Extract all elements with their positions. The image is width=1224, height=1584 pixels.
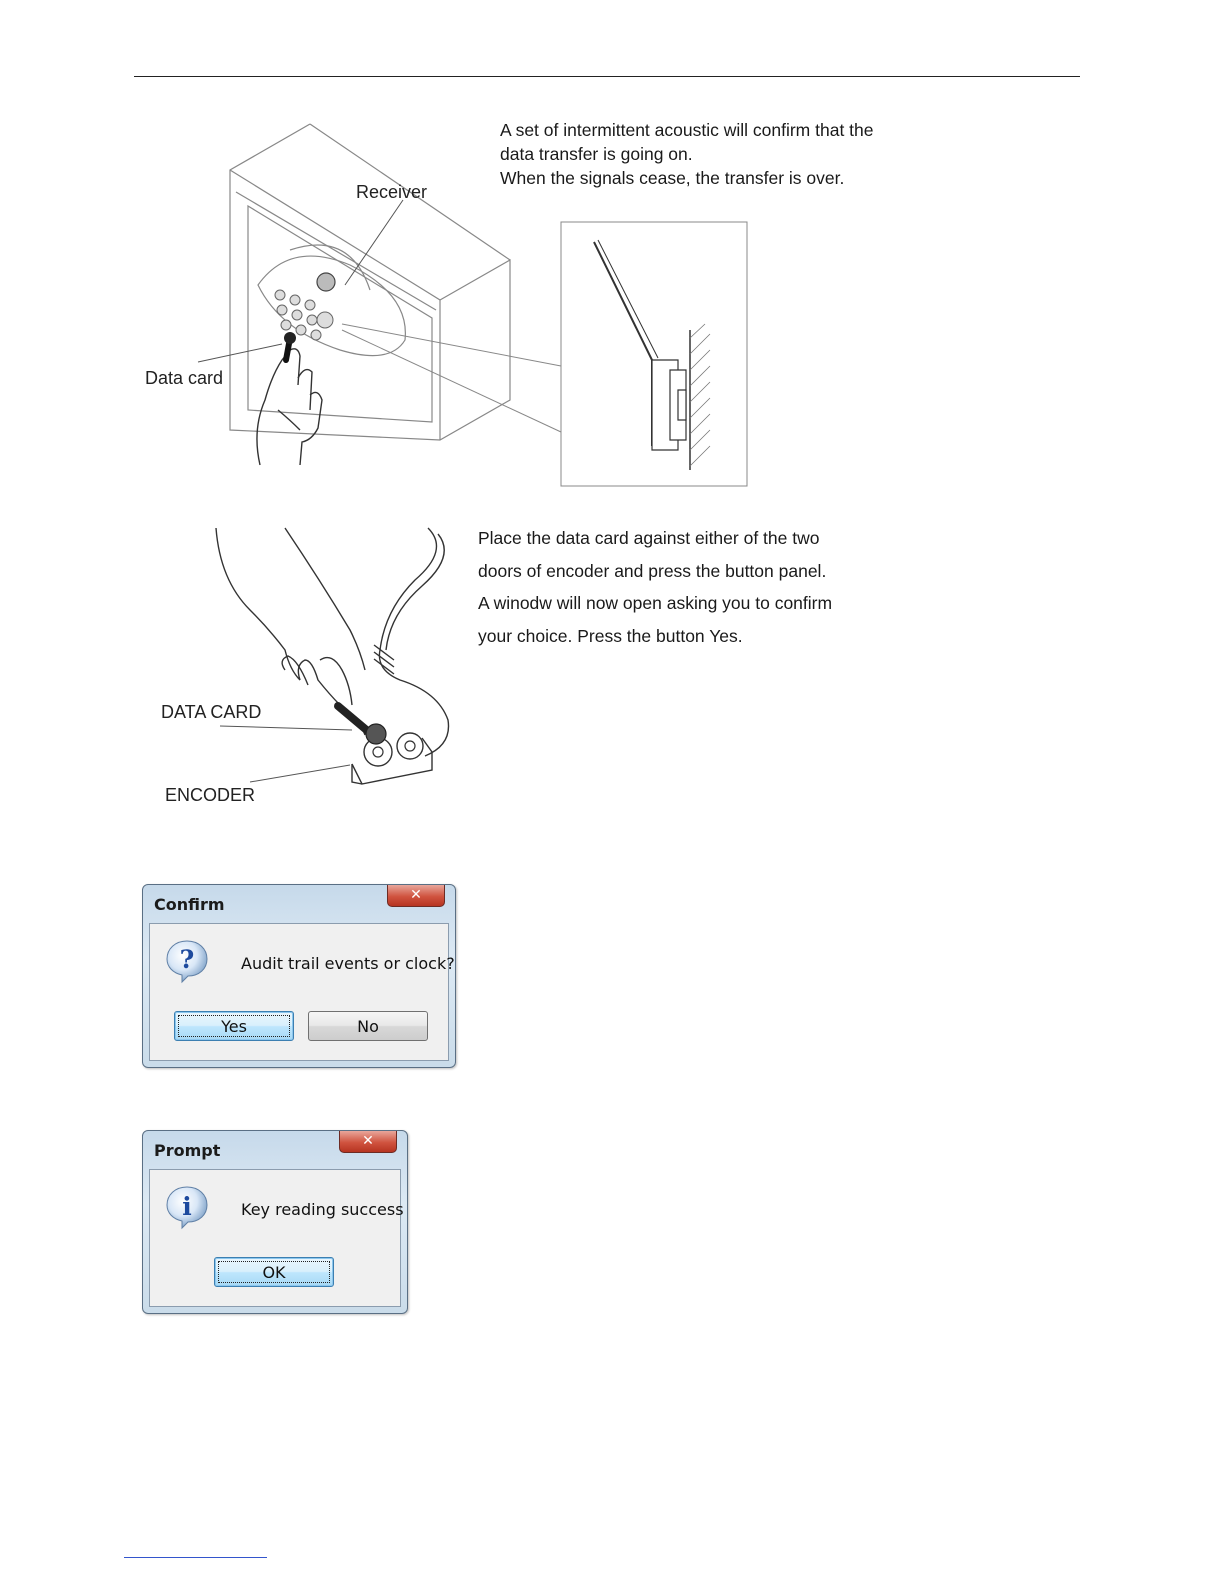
confirm-dialog-title: Confirm	[154, 895, 225, 914]
yes-button-label: Yes	[221, 1017, 247, 1036]
confirm-dialog	[142, 884, 456, 1068]
paragraph-line: When the signals cease, the transfer is over.	[500, 168, 845, 188]
prompt-message: Key reading success	[241, 1200, 404, 1219]
paragraph-line: data transfer is going on.	[500, 144, 693, 164]
svg-text:?: ?	[179, 945, 195, 974]
paragraph-line: Place the data card against either of the two	[478, 528, 820, 548]
paragraph-line: doors of encoder and press the button panel.	[478, 560, 827, 581]
confirm-close-button[interactable]: ✕	[387, 885, 445, 907]
focus-ring	[178, 1015, 290, 1037]
encoder-illustration	[200, 520, 470, 810]
ok-button-label: OK	[262, 1263, 286, 1282]
prompt-dialog	[142, 1130, 408, 1314]
prompt-dialog-title: Prompt	[154, 1141, 221, 1160]
paragraph-instructions	[478, 522, 852, 652]
prompt-dialog-body	[149, 1169, 404, 1307]
data-card-caps-label: DATA CARD	[161, 702, 262, 722]
focus-ring	[218, 1261, 330, 1283]
receiver-label: Receiver	[356, 182, 428, 202]
data-card-label: Data card	[145, 368, 224, 388]
info-icon	[164, 1184, 210, 1230]
no-button[interactable]	[308, 1011, 428, 1041]
yes-button[interactable]	[174, 1011, 294, 1041]
paragraph-transfer	[500, 118, 874, 190]
detail-inset	[330, 220, 750, 490]
prompt-close-button[interactable]: ✕	[339, 1131, 397, 1153]
ok-button[interactable]	[214, 1257, 334, 1287]
header-rule	[134, 76, 1080, 77]
no-button-label: No	[357, 1017, 379, 1036]
paragraph-line: A set of intermittent acoustic will confirm that the	[500, 120, 874, 140]
paragraph-line: your choice. Press the button Yes.	[478, 625, 743, 646]
confirm-message: Audit trail events or clock?	[241, 954, 455, 973]
encoder-label: ENCODER	[165, 785, 256, 805]
confirm-dialog-body	[149, 923, 455, 1061]
paragraph-line: A winodw will now open asking you to confirm	[478, 593, 833, 613]
footnote-rule	[124, 1557, 267, 1558]
svg-text:i: i	[182, 1192, 192, 1221]
question-icon	[164, 938, 210, 984]
